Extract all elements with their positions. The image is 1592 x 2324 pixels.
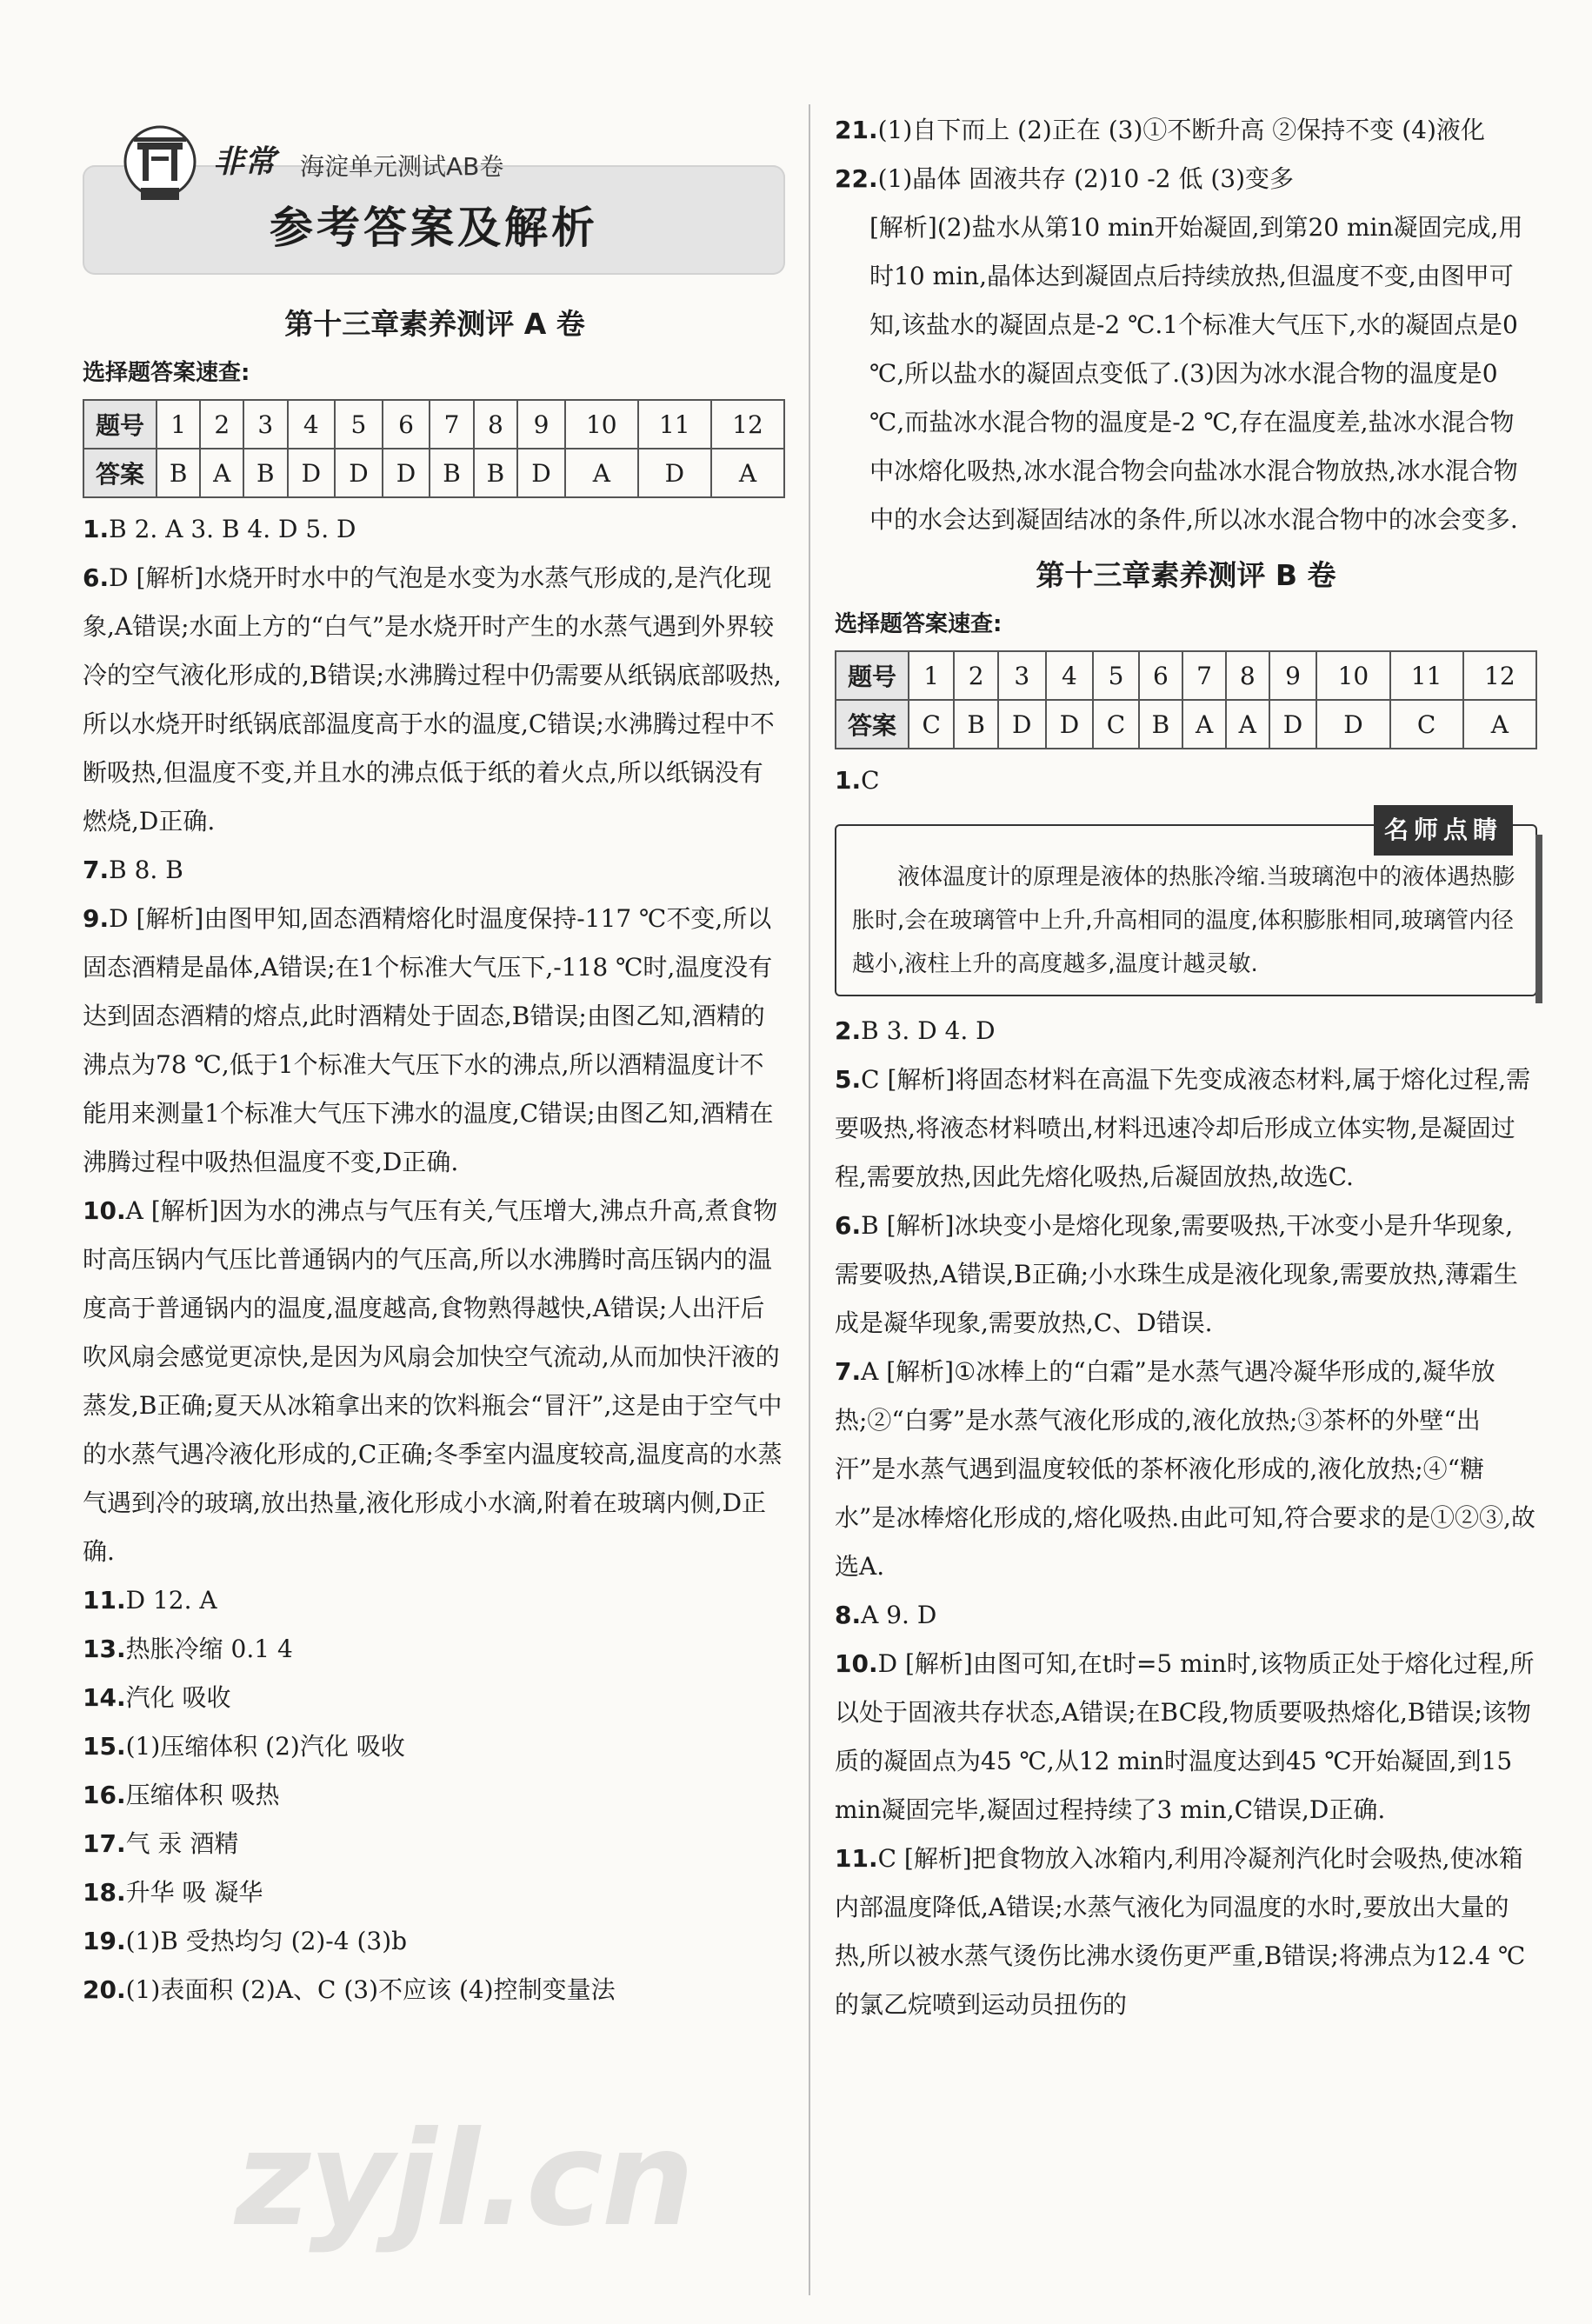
table-cell: 2 xyxy=(954,651,998,700)
section-a-answer-table xyxy=(83,399,785,498)
table-cell: 7 xyxy=(430,400,473,449)
table-cell: B xyxy=(474,449,517,497)
table-row-numbers xyxy=(836,651,1536,700)
item-number: 1. xyxy=(83,515,110,543)
table-cell: 9 xyxy=(517,400,565,449)
answer-item xyxy=(83,1625,787,1674)
answer-item xyxy=(835,1055,1537,1202)
table-cell: 2 xyxy=(200,400,243,449)
answer-item xyxy=(835,1835,1537,2029)
item-number: 15. xyxy=(83,1732,126,1761)
item-text: A [解析]①冰棒上的“白霜”是水蒸气遇冷凝华形成的,凝华放热;②“白雾”是水蒸气液化形成的,液化放热;③茶杯的外壁“出汗”是水蒸气遇到温度较低的茶杯液化形成的,液化放热;④“糖水”是冰棒熔化形成的,熔化吸热.由此可知,符合要求的是①②③,故选A. xyxy=(835,1357,1535,1581)
table-cell: 3 xyxy=(998,651,1046,700)
item-number: 21. xyxy=(835,116,878,144)
item-number: 17. xyxy=(83,1829,126,1858)
item-text: (1)自下而上 (2)正在 (3)①不断升高 ②保持不变 (4)液化 xyxy=(877,116,1485,144)
item-text: C [解析]把食物放入冰箱内,利用冷凝剂汽化时会吸热,使冰箱内部温度降低,A错误;水蒸气液化为同温度的水时,要放出大量的热,所以被水蒸气烫伤比沸水烫伤更严重,B错误;将沸点为12.4 ℃的氯乙烷喷到运动员扭伤的 xyxy=(835,1844,1526,2019)
answer-item xyxy=(83,1917,787,1966)
item-text: B 8. B xyxy=(109,856,183,884)
table-cell: B xyxy=(430,449,473,497)
item-text: D 12. A xyxy=(125,1586,217,1615)
table-cell: C xyxy=(1390,700,1463,749)
item-number: 7. xyxy=(835,1357,862,1386)
item-text: (1)压缩体积 (2)汽化 吸收 xyxy=(125,1732,405,1761)
table-cell: A xyxy=(1226,700,1269,749)
table-row-answers xyxy=(83,449,784,497)
watermark: zyjl.cn xyxy=(235,2104,693,2255)
item-text: B 2. A 3. B 4. D 5. D xyxy=(109,515,356,543)
item-text: A [解析]因为水的沸点与气压有关,气压增大,沸点升高,煮食物时高压锅内气压比普通锅内的气压高,所以水沸腾时高压锅内的温度高于普通锅内的温度,温度越高,食物熟得越快,A错误;人出汗后吹风扇会感觉更凉快,是因为风扇会加快空气流动,从而加快汗液的蒸发,B正确;夏天从冰箱拿出来的饮料瓶会“冒汗”,这是由于空气中的水蒸气遇冷液化形成的,C正确;冬季室内温度较高,温度高的水蒸气遇到冷的玻璃,放出热量,液化形成小水滴,附着在玻璃内侧,D正确. xyxy=(83,1196,783,1566)
table-cell: 11 xyxy=(638,400,711,449)
teacher-tip-box xyxy=(835,816,1537,996)
table-cell: D xyxy=(1046,700,1094,749)
table-cell: A xyxy=(565,449,638,497)
item-number: 18. xyxy=(83,1878,126,1907)
tip-text: 液体温度计的原理是液体的热胀冷缩.当玻璃泡中的液体遇热膨胀时,会在玻璃管中上升,升高相同的温度,体积膨胀相同,玻璃管内径越小,液柱上升的高度越多,温度计越灵敏. xyxy=(852,864,1515,977)
table-cell: 1 xyxy=(909,651,954,700)
item-text: C [解析]将固态材料在高温下先变成液态材料,属于熔化过程,需要吸热,将液态材料喷出,材料迅速冷却后形成立体实物,是凝固过程,需要放热,因此先熔化吸热,后凝固放热,故选C. xyxy=(835,1065,1531,1191)
answer-item xyxy=(83,554,787,846)
table-ans-label: 答案 xyxy=(836,700,909,749)
answer-item xyxy=(835,1640,1537,1835)
table-cell: 12 xyxy=(711,400,784,449)
answer-item xyxy=(835,1348,1537,1591)
item-text: B 3. D 4. D xyxy=(861,1016,996,1045)
answer-item xyxy=(83,1966,787,2014)
table-cell: A xyxy=(1463,700,1536,749)
item-text: B [解析]冰块变小是熔化现象,需要吸热,干冰变小是升华现象,需要吸热,A错误,B正确;小水珠生成是液化现象,需要放热,薄霜生成是凝华现象,需要放热,C、D错误. xyxy=(835,1211,1518,1337)
table-cell: 1 xyxy=(157,400,200,449)
item-text: A 9. D xyxy=(861,1601,937,1629)
table-cell: 9 xyxy=(1269,651,1317,700)
table-cell: D xyxy=(1316,700,1389,749)
table-cell: D xyxy=(335,449,383,497)
answer-item xyxy=(835,1591,1537,1640)
section-b-answer-table xyxy=(835,650,1537,749)
item-number: 11. xyxy=(83,1586,126,1615)
series-name: 海淀单元测试AB卷 xyxy=(300,152,504,181)
right-column xyxy=(835,106,1537,2029)
table-cell: 11 xyxy=(1390,651,1463,700)
item-text: 升华 吸 凝华 xyxy=(125,1878,263,1907)
table-cell: 7 xyxy=(1182,651,1226,700)
table-cell: 5 xyxy=(335,400,383,449)
table-cell: B xyxy=(157,449,200,497)
item-number: 10. xyxy=(835,1649,878,1678)
table-cell: B xyxy=(1139,700,1183,749)
table-cell: 12 xyxy=(1463,651,1536,700)
answer-item xyxy=(83,1722,787,1771)
section-a-quick-label: 选择题答案速查: xyxy=(83,360,250,386)
item-text: 汽化 吸收 xyxy=(125,1683,231,1712)
table-cell: D xyxy=(288,449,336,497)
column-divider xyxy=(809,104,810,2295)
table-row-numbers xyxy=(83,400,784,449)
item-number: 11. xyxy=(835,1844,878,1873)
section-a-title: 第十三章素养测评 A 卷 xyxy=(284,307,585,341)
answer-item xyxy=(83,1820,787,1868)
table-cell: D xyxy=(998,700,1046,749)
table-cell: 8 xyxy=(474,400,517,449)
answer-item xyxy=(83,1771,787,1820)
answer-item xyxy=(83,846,787,895)
item-text: (1)B 受热均匀 (2)-4 (3)b xyxy=(125,1927,408,1955)
section-b-title: 第十三章素养测评 B 卷 xyxy=(1036,558,1336,592)
item-number: 10. xyxy=(83,1196,126,1225)
table-cell: B xyxy=(243,449,287,497)
item-number: 16. xyxy=(83,1781,126,1809)
page-title: 参考答案及解析 xyxy=(270,203,598,253)
table-ans-label: 答案 xyxy=(83,449,157,497)
table-cell: D xyxy=(638,449,711,497)
answer-item xyxy=(835,1202,1537,1348)
item-number: 5. xyxy=(835,1065,862,1094)
answer-item xyxy=(835,1007,1537,1055)
table-row-answers xyxy=(836,700,1536,749)
item-number: 9. xyxy=(83,904,110,933)
item-text: D [解析]水烧开时水中的气泡是水变为水蒸气形成的,是汽化现象,A错误;水面上方的“白气”是水烧开时产生的水蒸气遇到外界较冷的空气液化形成的,B错误;水沸腾过程中仍需要从纸锅底部吸热,所以水烧开时纸锅底部温度高于水的温度,C错误;水沸腾过程中不断吸热,但温度不变,并且水的沸点低于纸的着火点,所以纸锅没有燃烧,D正确. xyxy=(83,563,782,836)
answer-item xyxy=(835,756,1537,805)
table-cell: 5 xyxy=(1093,651,1138,700)
table-cell: D xyxy=(383,449,430,497)
header-banner xyxy=(83,96,787,283)
item-text: (1)表面积 (2)A、C (3)不应该 (4)控制变量法 xyxy=(125,1975,616,2004)
table-cell: A xyxy=(1182,700,1226,749)
item-number: 2. xyxy=(835,1016,862,1045)
item-number: 22. xyxy=(835,164,878,193)
table-cell: C xyxy=(1093,700,1138,749)
item-number: 20. xyxy=(83,1975,126,2004)
table-cell: A xyxy=(200,449,243,497)
item-text: 压缩体积 吸热 xyxy=(125,1781,280,1809)
item-text: D [解析]由图可知,在t时=5 min时,该物质正处于熔化过程,所以处于固液共存状态,A错误;在BC段,物质要吸热熔化,B错误;该物质的凝固点为45 ℃,从12 min时温度达到45 ℃开始凝固,到15 min凝固完毕,凝固过程持续了3 min,C错误,D正确. xyxy=(835,1649,1535,1824)
table-cell: 6 xyxy=(383,400,430,449)
table-head-label: 题号 xyxy=(836,651,909,700)
table-cell: D xyxy=(517,449,565,497)
item-number: 1. xyxy=(835,766,862,795)
item-text: 热胀冷缩 0.1 4 xyxy=(125,1635,293,1663)
table-cell: 10 xyxy=(565,400,638,449)
answer-item xyxy=(83,505,787,554)
answer-explanation xyxy=(835,203,1537,544)
answer-item xyxy=(83,1187,787,1576)
item-number: 19. xyxy=(83,1927,126,1955)
answer-item xyxy=(835,106,1537,155)
table-cell: 3 xyxy=(243,400,287,449)
tip-title: 名师点睛 xyxy=(1374,805,1513,856)
item-number: 6. xyxy=(835,1211,862,1240)
table-cell: 6 xyxy=(1139,651,1183,700)
table-cell: C xyxy=(909,700,954,749)
answer-item xyxy=(83,895,787,1187)
answer-item xyxy=(83,1868,787,1917)
answer-item xyxy=(83,1674,787,1722)
item-text: 气 汞 酒精 xyxy=(125,1829,239,1858)
brand-name: 非常 xyxy=(213,144,276,180)
table-cell: 8 xyxy=(1226,651,1269,700)
table-head-label: 题号 xyxy=(83,400,157,449)
item-number: 7. xyxy=(83,856,110,884)
table-cell: B xyxy=(954,700,998,749)
table-cell: A xyxy=(711,449,784,497)
item-number: 14. xyxy=(83,1683,126,1712)
item-number: 6. xyxy=(83,563,110,592)
item-text: (1)晶体 固液共存 (2)10 -2 低 (3)变多 xyxy=(877,164,1295,193)
table-cell: 4 xyxy=(1046,651,1094,700)
item-text: C xyxy=(861,766,880,795)
answer-item xyxy=(83,1576,787,1625)
item-text: D [解析]由图甲知,固态酒精熔化时温度保持-117 ℃不变,所以固态酒精是晶体,A错误;在1个标准大气压下,-118 ℃时,温度没有达到固态酒精的熔点,此时酒精处于固态,B错误;由图乙知,酒精的沸点为78 ℃,低于1个标准大气压下水的沸点,所以酒精温度计不能用来测量1个标准大气压下沸水的温度,C错误;由图乙知,酒精在沸腾过程中吸热但温度不变,D正确. xyxy=(83,904,774,1176)
answer-item xyxy=(835,155,1537,203)
table-cell: D xyxy=(1269,700,1317,749)
item-text: [解析](2)盐水从第10 min开始凝固,到第20 min凝固完成,用时10 min,晶体达到凝固点后持续放热,但温度不变,由图甲可知,该盐水的凝固点是-2 ℃.1个标准大气压下,水的凝固点是0 ℃,所以盐水的凝固点变低了.(3)因为冰水混合物的温度是0 ℃,而盐冰水混合物的温度是-2 ℃,存在温度差,盐冰水混合物中冰熔化吸热,冰水混合物会向盐冰水混合物放热,冰水混合物中的水会达到凝固结冰的条件,所以冰水混合物中的冰会变多. xyxy=(869,213,1523,534)
table-cell: 10 xyxy=(1316,651,1389,700)
item-number: 8. xyxy=(835,1601,862,1629)
left-column xyxy=(83,96,787,2014)
table-cell: 4 xyxy=(288,400,336,449)
section-b-quick-label: 选择题答案速查: xyxy=(835,611,1002,637)
item-number: 13. xyxy=(83,1635,126,1663)
